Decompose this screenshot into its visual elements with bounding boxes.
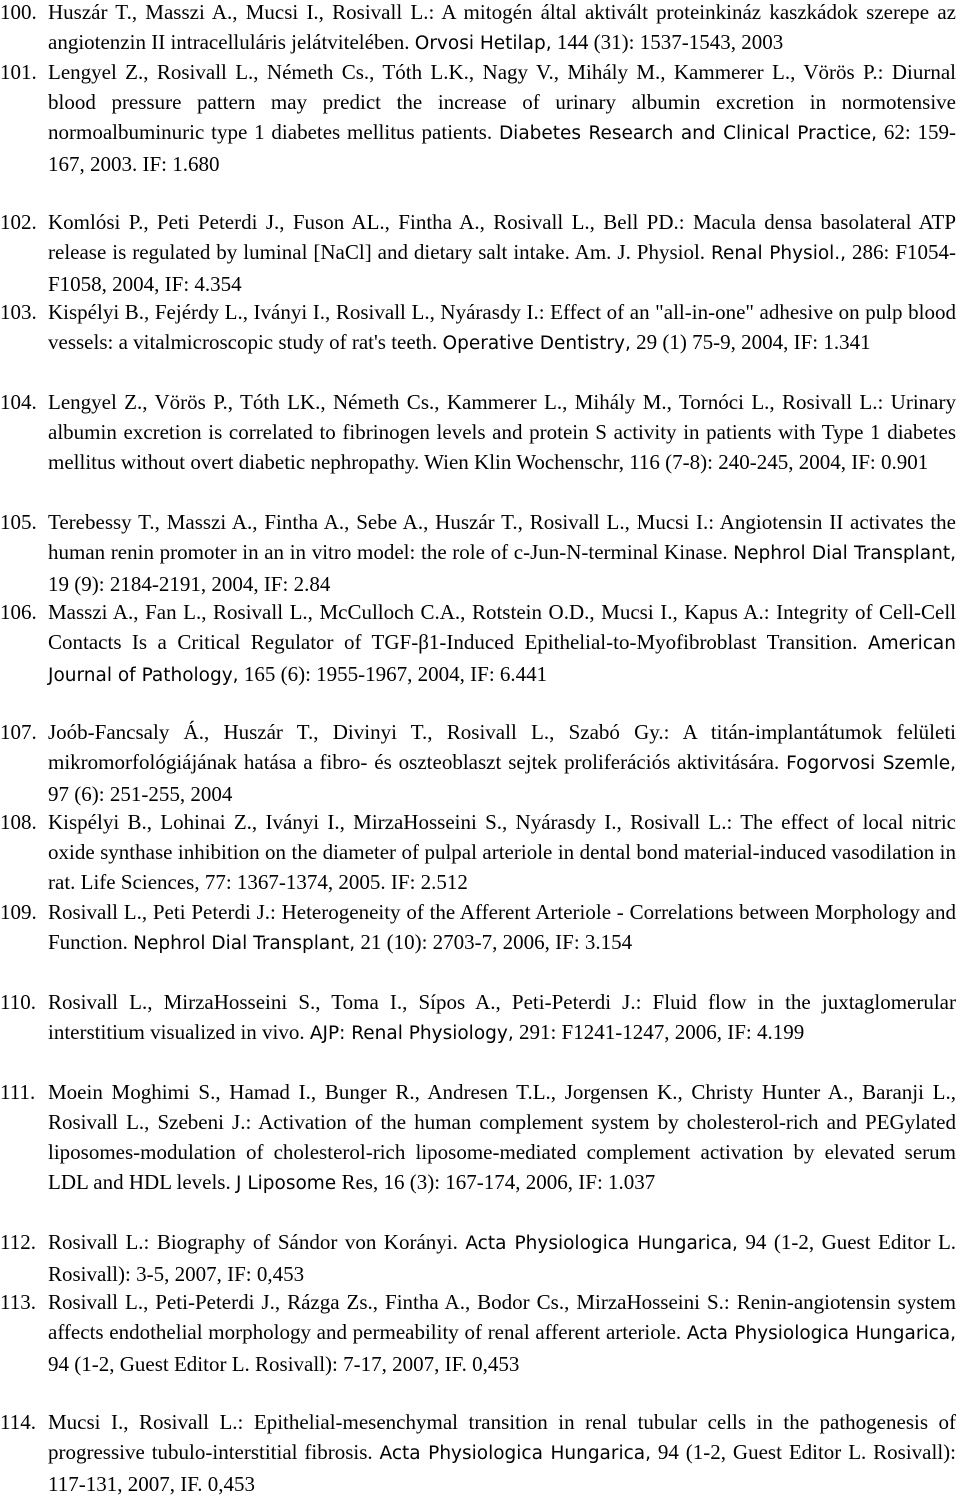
- reference-tail: 62: 159-167, 2003. IF: 1.680: [48, 120, 957, 176]
- reference-journal: Acta Physiologica Hungarica,: [379, 1443, 652, 1464]
- reference-text: [48, 987, 956, 1049]
- reference-tail: 144 (31): 1537-1543, 2003: [556, 30, 784, 54]
- reference-number: 101.: [0, 60, 37, 84]
- reference-text: [48, 1077, 956, 1199]
- reference-item-111: [0, 1077, 956, 1199]
- reference-item-100: [0, 0, 956, 59]
- reference-number: 100.: [0, 0, 37, 24]
- reference-number: 109.: [0, 900, 37, 924]
- reference-text: [48, 0, 956, 59]
- reference-text: [48, 387, 956, 477]
- reference-journal: American Journal of Pathology,: [48, 633, 956, 686]
- reference-item-101: [0, 57, 956, 179]
- reference-item-114: [0, 1407, 956, 1499]
- reference-tail: 165 (6): 1955-1967, 2004, IF: 6.441: [243, 662, 548, 686]
- reference-journal: AJP: Renal Physiology,: [309, 1023, 514, 1044]
- reference-tail: 94 (1-2, Guest Editor L. Rosivall): 3-5, 2007, IF: 0,453: [48, 1230, 957, 1286]
- reference-main: Komlósi P., Peti Peterdi J., Fuson AL., Fintha A., Rosivall L., Bell PD.: Macula densa basolateral ATP release is regulated by luminal [NaCl] and dietary salt intake. Am. J. Physiol.: [48, 210, 956, 264]
- reference-text: [48, 1287, 956, 1379]
- reference-journal: Acta Physiologica Hungarica,: [686, 1323, 956, 1344]
- reference-item-103: [0, 297, 956, 359]
- reference-number: 103.: [0, 300, 37, 324]
- reference-main: Rosivall L., Peti-Peterdi J., Rázga Zs., Fintha A., Bodor Cs., MirzaHosseini S.: Renin-angiotensin system affects endothelial morphology and permeability of renal afferent arteriole.: [48, 1290, 956, 1344]
- reference-text: [48, 1227, 956, 1289]
- reference-journal: Nephrol Dial Transplant,: [733, 543, 956, 564]
- reference-number: 112.: [0, 1230, 36, 1254]
- reference-text: [48, 507, 956, 599]
- reference-number: 107.: [0, 720, 37, 744]
- reference-journal: Operative Dentistry,: [442, 333, 631, 354]
- reference-text: [48, 597, 956, 691]
- reference-main: Joób-Fancsaly Á., Huszár T., Divinyi T., Rosivall L., Szabó Gy.: A titán-implantátumok felületi mikromorfológiájának hatása a fibro- és oszteoblaszt sejtek proliferációs aktivitására.: [48, 720, 956, 774]
- reference-main: Masszi A., Fan L., Rosivall L., McCulloch C.A., Rotstein O.D., Mucsi I., Kapus A.: Integrity of Cell-Cell Contacts Is a Critical Regulator of TGF-β1-Induced Epithelial-to-Myofibroblast Transition.: [48, 600, 956, 654]
- reference-main: Kispélyi B., Fejérdy L., Iványi I., Rosivall L., Nyárasdy I.: Effect of an "all-in-one" adhesive on pulp blood vessels: a vitalmicroscopic study of rat's teeth.: [48, 300, 956, 354]
- reference-number: 102.: [0, 210, 37, 234]
- reference-main: Moein Moghimi S., Hamad I., Bunger R., Andresen T.L., Jorgensen K., Christy Hunter A., Baranji L., Rosivall L., Szebeni J.: Activation of the human complement system by cholesterol-rich and PEGylated liposomes-modulation of cholesterol-rich liposome-mediated complement activation by elevated serum LDL and HDL levels.: [48, 1080, 956, 1194]
- reference-text: [48, 897, 956, 959]
- reference-journal: Renal Physiol.,: [711, 243, 847, 264]
- reference-number: 111.: [0, 1080, 36, 1104]
- reference-text: [48, 1407, 956, 1499]
- reference-number: 114.: [0, 1410, 36, 1434]
- reference-main: Rosivall L., Peti Peterdi J.: Heterogeneity of the Afferent Arteriole - Correlations between Morphology and Function.: [48, 900, 956, 954]
- reference-journal: Acta Physiologica Hungarica,: [465, 1233, 738, 1254]
- reference-number: 106.: [0, 600, 37, 624]
- reference-main: Rosivall L.: Biography of Sándor von Korányi.: [48, 1230, 458, 1254]
- reference-main: Rosivall L., MirzaHosseini S., Toma I., Sípos A., Peti-Peterdi J.: Fluid flow in the juxtaglomerular interstitium visualized in vivo.: [48, 990, 956, 1044]
- reference-tail: 29 (1) 75-9, 2004, IF: 1.341: [636, 330, 871, 354]
- reference-tail: 286: F1054-F1058, 2004, IF: 4.354: [48, 240, 956, 296]
- reference-item-110: [0, 987, 956, 1049]
- reference-text: [48, 807, 956, 897]
- reference-item-105: [0, 507, 956, 599]
- reference-journal: Nephrol Dial Transplant,: [133, 933, 356, 954]
- reference-tail: 19 (9): 2184-2191, 2004, IF: 2.84: [48, 572, 331, 596]
- reference-journal: Diabetes Research and Clinical Practice,: [498, 123, 878, 144]
- reference-journal: J Liposome: [235, 1173, 337, 1194]
- reference-main: Lengyel Z., Rosivall L., Németh Cs., Tóth L.K., Nagy V., Mihály M., Kammerer L., Vörös P.: Diurnal blood pressure pattern may predict the increase of urinary albumin excretion in normotensive normoalbuminuric type 1 diabetes mellitus patients.: [48, 60, 956, 144]
- reference-item-104: [0, 387, 956, 477]
- reference-item-107: [0, 717, 956, 809]
- reference-journal: Orvosi Hetilap,: [414, 33, 552, 54]
- reference-item-109: [0, 897, 956, 959]
- reference-tail: 21 (10): 2703-7, 2006, IF: 3.154: [360, 930, 633, 954]
- reference-journal: Fogorvosi Szemle,: [786, 753, 957, 774]
- reference-tail: 291: F1241-1247, 2006, IF: 4.199: [518, 1020, 805, 1044]
- reference-tail: 94 (1-2, Guest Editor L. Rosivall): 7-17, 2007, IF. 0,453: [48, 1352, 520, 1376]
- reference-number: 105.: [0, 510, 37, 534]
- reference-main: Mucsi I., Rosivall L.: Epithelial-mesenchymal transition in renal tubular cells in the pathogenesis of progressive tubulo-interstitial fibrosis.: [48, 1410, 956, 1464]
- reference-number: 113.: [0, 1290, 36, 1314]
- reference-item-112: [0, 1227, 956, 1289]
- reference-main: Terebessy T., Masszi A., Fintha A., Sebe A., Huszár T., Rosivall L., Mucsi I.: Angiotensin II activates the human renin promoter in an in vitro model: the role of c-Jun-N-terminal Kinase.: [48, 510, 956, 564]
- reference-text: [48, 297, 956, 359]
- reference-main: Huszár T., Masszi A., Mucsi I., Rosivall L.: A mitogén által aktivált proteinkináz kaszkádok szerepe az angiotenzin II intracelluláris jelátvitelében.: [48, 0, 956, 54]
- reference-tail: Res, 16 (3): 167-174, 2006, IF: 1.037: [341, 1170, 656, 1194]
- reference-item-108: [0, 807, 956, 897]
- reference-number: 108.: [0, 810, 37, 834]
- reference-main: Lengyel Z., Vörös P., Tóth LK., Németh Cs., Kammerer L., Mihály M., Tornóci L., Rosivall L.: Urinary albumin excretion is correlated to fibrinogen levels and protein S activity in patients with Type 1 diabetes mellitus without overt diabetic nephropathy. Wien Klin Wochenschr, 116 (7-8): 240-245, 2004, IF: 0.901: [48, 390, 956, 474]
- reference-item-102: [0, 207, 956, 299]
- reference-item-106: [0, 597, 956, 691]
- reference-number: 104.: [0, 390, 37, 414]
- reference-tail: 94 (1-2, Guest Editor L. Rosivall): 117-131, 2007, IF. 0,453: [48, 1440, 956, 1496]
- reference-tail: 97 (6): 251-255, 2004: [48, 782, 233, 806]
- reference-text: [48, 717, 956, 809]
- reference-number: 110.: [0, 990, 36, 1014]
- reference-text: [48, 207, 956, 299]
- reference-main: Kispélyi B., Lohinai Z., Iványi I., MirzaHosseini S., Nyárasdy I., Rosivall L.: The effect of local nitric oxide synthase inhibition on the diameter of pulpal arteriole in dental bond material-induced vasodilation in rat. Life Sciences, 77: 1367-1374, 2005. IF: 2.512: [48, 810, 956, 894]
- reference-item-113: [0, 1287, 956, 1379]
- reference-text: [48, 57, 956, 179]
